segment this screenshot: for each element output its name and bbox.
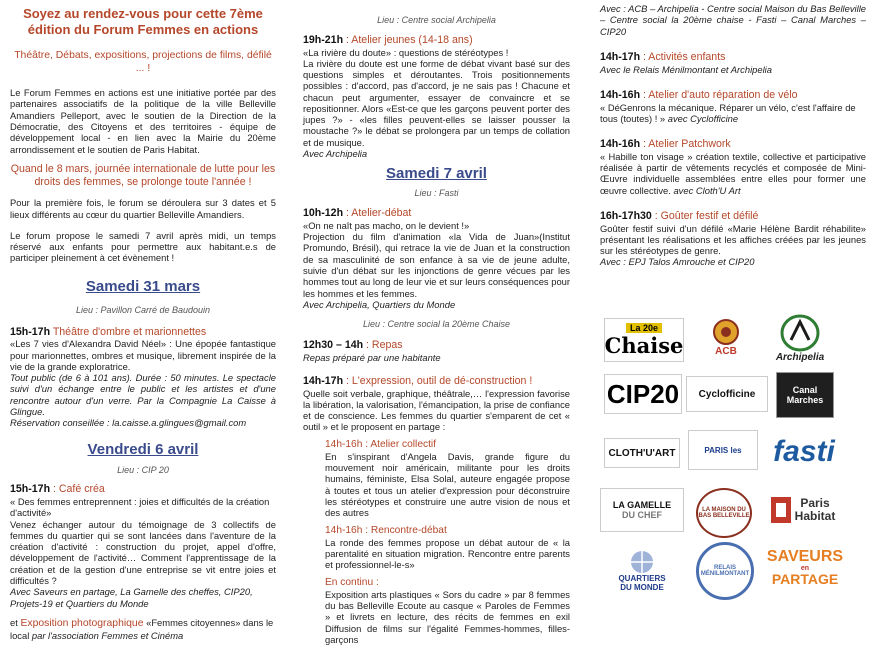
paris-habitat-emblem-icon (771, 497, 791, 523)
logo-saveurs-line2: PARTAGE (771, 570, 839, 587)
event-debat-partners: Avec Archipelia, Quartiers du Monde (303, 298, 456, 310)
event-title: : Activités enfants (643, 50, 726, 63)
location-baudouin: Lieu : Pavillon Carré de Baudouin (75, 304, 211, 315)
event-velo-text: « DéGenrons la mécanique. Réparer un vélo, c'est l'affaire de tous (toutes) ! » (600, 101, 856, 124)
event-title: : Atelier collectif (365, 438, 437, 450)
event-expo-desc: «Femmes citoyennes» dans le local (10, 616, 274, 642)
event-title: : Rencontre-débat (365, 524, 447, 536)
logo-quartiers-du-monde (614, 544, 670, 598)
logo-ph-line1: Paris (800, 495, 830, 510)
logo-qm-line2: DU MONDE (620, 583, 664, 592)
event-time: 14h-16h (600, 88, 641, 101)
event-time: 12h30 – 14h (303, 338, 364, 351)
event-time: 14h-16h (600, 138, 641, 151)
event-theatre-reservation: Réservation conseillée : la.caisse.a.glingues@gmail.com (10, 417, 247, 429)
archipelia-emblem-icon (779, 314, 821, 352)
logo-acb-text: ACB (715, 345, 737, 357)
event-patchwork-partners: avec Cloth'U Art (673, 184, 741, 196)
subevent-collectif-body: En s'inspirant d'Angela Davis, grande figure du mouvement noir américain, militante pour les droits humains, féministe, Elsa Solal, auteure engagée propose à toutes et tous un atelier d'expression pour déconstruire les stéréotypes et construire une autre vision de nous et des autres (325, 450, 570, 519)
logo-gamelle-line2: DU CHEF (622, 510, 662, 520)
event-time: 19h-21h (303, 33, 344, 46)
logo-ph-line2: Habitat (794, 509, 836, 523)
location-cip20: Lieu : CIP 20 (117, 464, 169, 475)
event-patchwork-text: « Habille ton visage » création textile, collective et participative réalisée à partir de vêtements recyclés et composée de Mini-Œuvre individuelle assemblées entre elles pour former une œuvre collective. (600, 150, 866, 196)
event-debat-desc: «On ne naît pas macho, on le devient !» (303, 219, 470, 231)
logo-paris-habitat (764, 488, 842, 532)
paragraph-dates: Pour la première fois, le forum se déroulera sur 3 dates et 5 lieux différents au cœur du quartier Belleville Amandiers. (10, 197, 276, 220)
subtitle: Théâtre, Débats, expositions, projections de films, défilé ... ! (14, 50, 272, 75)
subevent-rencontre-heading (325, 525, 570, 537)
logo-canal-line2: Marches (786, 395, 824, 405)
logo-fasti: fasti (773, 435, 835, 468)
subevent-collectif-heading (325, 439, 570, 451)
event-gouter-partners: Avec : EPJ Talos Amrouche et CIP20 (600, 256, 755, 268)
event-jeunes-desc: «La rivière du doute» : questions de stéréotypes ! (303, 46, 509, 58)
sub-events (303, 439, 570, 645)
subevent-continu-body: Exposition arts plastiques « Sors du cadre » par 8 femmes du bas Belleville Ecoute au casque « Paroles de Femmes » et livrets en lecture, des récits de femmes en exil Diffusion de films sur l'égalité Femmes-hommes, filles-garçons (325, 588, 570, 645)
event-theatre-desc: «Les 7 vies d'Alexandra David Néel» : Une épopée fantastique pour marionnettes, ombres et musique, librement inspirée de la vie de la grande exploratrice. (10, 338, 276, 372)
event-time: 16h-17h30 (600, 209, 652, 222)
subevent-rencontre-body: La ronde des femmes propose un débat autour de « la parentalité en situation migration. Rencontre entre parents et professionnel-le-s» (325, 536, 570, 571)
event-velo-heading (600, 89, 866, 102)
subevent-continu-heading: En continu : (325, 576, 379, 588)
event-time: 14h-17h (303, 374, 344, 387)
logo-la-gamelle (600, 488, 684, 532)
logo-saveurs-en: en (800, 564, 810, 572)
globe-icon (627, 550, 657, 574)
logo-cyclofficine: Cyclofficine (686, 376, 768, 412)
event-expression-heading (303, 375, 570, 388)
event-time: 14h-17h (600, 50, 641, 63)
partner-logos (600, 296, 870, 602)
event-gouter-body: Goûter festif suivi d'un défilé «Marie Hélène Bardit réhabilite» présentant les réalisations et les affiches créées par les jeunes sur les stéréotypes de genre. (600, 222, 866, 257)
logo-saveurs-en-partage (766, 542, 844, 592)
event-gouter-heading (600, 210, 866, 223)
logo-chaise-text: Chaise (604, 332, 684, 358)
logo-20eme-chaise (604, 318, 684, 362)
event-cafe-body: Venez échanger autour du témoignage de 3 collectifs de femmes du quartier qui se sont lancées dans l'aventure de la création d'activité : construction du projet, appel d'offre, développement de l'activité… Comment l'apprentissage de la création et de la gestion d'une entreprise se vit entre joies et difficultés ? (10, 518, 276, 586)
event-time: 15h-17h (10, 483, 51, 496)
logo-relais-menilmontant: RELAIS MÉNILMONTANT (696, 542, 754, 600)
event-time: 10h-12h (303, 207, 344, 220)
event-expo (10, 617, 276, 642)
event-jeunes-heading (303, 34, 570, 47)
event-expression-body: Quelle soit verbale, graphique, théâtrale,… l'expression favorise la libération, la valorisation, l'émancipation, la prise de confiance et de conscience. Les femmes du quartier s'emparent de cet « outil » et le proposent en partage : (303, 387, 570, 433)
column-middle (303, 0, 570, 645)
logo-acb (698, 310, 754, 364)
event-title: : Atelier d'auto réparation de vélo (643, 88, 798, 101)
event-debat-body: Projection du film d'animation «la Vida de Juan»(Institut Promundo, Brésil), qui retrace la vie de Juan et la construction de sa masculinité de son enfance à sa vie de jeune adulte, suivie d'un débat sur les injonctions de genre vécues par les hommes tout au long de leur vie et sur leurs conséquences pour les hommes et les femmes. (303, 231, 570, 299)
highlight-paragraph: Quand le 8 mars, journée internationale de lutte pour les droits des femmes, se prolonge toute l'année ! (10, 162, 276, 189)
intro-paragraph: Le Forum Femmes en actions est une initiative portée par des partenaires associatifs de la politique de la ville Belleville Amandiers Pelleport, avec le soutien de la Direction de la Démocratie, des Citoyens et des territoires - équipe de développement local - en lien avec la Mairie du 20ème arrondissement et le soutien de Paris Habitat. (10, 87, 276, 155)
event-theatre-heading (10, 326, 276, 339)
logo-canal-line1: Canal (792, 385, 818, 395)
logo-paris-habitat-text (795, 497, 836, 523)
logo-qm-line1: QUARTIERS (618, 574, 666, 583)
paragraph-children: Le forum propose le samedi 7 avril après midi, un temps réservé aux enfants pour permettre aux habitant.e.s de participer pleinement à cet évènement ! (10, 229, 276, 264)
column-left (10, 0, 276, 642)
event-title: : Repas (366, 338, 403, 351)
event-title: Théâtre d'ombre et marionnettes (52, 325, 207, 338)
event-enfants-partners: Avec le Relais Ménilmontant et Archipelia (600, 63, 772, 75)
event-title: : Atelier Patchwork (643, 138, 731, 151)
event-velo-body (600, 102, 866, 125)
event-jeunes-body: La rivière du doute est une forme de débat vivant basé sur des questions simples et déroutantes. Trois positionnements possibles : d'accord, pas d'accord, je ne sais pas ! Chacune et chacun peut argumenter, essayer de convaincre et se repositionner. Alors «Est-ce que les garçons peuvent porter des jupes ?» - «les filles peuvent-elles se laisser pousser la moustache ?» le débat se prolongera par un temps de collation et de musique. (303, 57, 570, 148)
logo-gamelle-line1: LA GAMELLE (612, 500, 672, 510)
logo-chaise-tag: La 20e (626, 323, 662, 333)
partners-top: Avec : ACB – Archipelia - Centre social Maison du Bas Belleville – Centre social la 20ème chaise - Fasti – Canal Marches – CIP20 (600, 3, 866, 37)
event-title: : L'expression, outil de dé-construction ! (346, 374, 533, 387)
acb-emblem-icon (709, 318, 743, 346)
event-theatre-info: Tout public (de 6 à 101 ans). Durée : 50 minutes. Le spectacle suivi d'un échange entre le public et les artistes et d'une rencontre autour d'un verre. Par la Compagnie La Caisse à Glingue. (10, 372, 276, 417)
day-heading-31-mars: Samedi 31 mars (85, 277, 201, 295)
event-expo-prefix: et (10, 616, 18, 628)
logo-cloth-u-art: CLOTH'U'ART (604, 438, 680, 468)
location-20eme-chaise: Lieu : Centre social la 20ème Chaise (362, 319, 511, 330)
logo-paris-les-espaces: PARIS les (688, 430, 758, 470)
logo-cip20: CIP20 (604, 374, 682, 414)
location-fasti: Lieu : Fasti (414, 188, 459, 199)
event-title: : Café créa (53, 483, 105, 496)
event-cafe-heading (10, 483, 276, 496)
location-archipelia: Lieu : Centre social Archipelia (377, 15, 496, 25)
event-title: : Atelier jeunes (14-18 ans) (346, 33, 473, 46)
day-heading-6-avril: Vendredi 6 avril (87, 440, 199, 458)
event-patchwork-body (600, 151, 866, 196)
logo-canal-marches (776, 372, 834, 418)
logo-saveurs-line1: SAVEURS (766, 547, 844, 565)
event-expo-by: par l'association Femmes et Cinéma (31, 630, 184, 642)
event-jeunes-partners: Avec Archipelia (303, 148, 368, 160)
event-cafe-desc: « Des femmes entreprennent : joies et difficultés de la création d'activité» (10, 496, 270, 519)
event-repas-heading (303, 339, 570, 352)
event-repas-desc: Repas préparé par une habitante (303, 351, 441, 363)
day-heading-7-avril: Samedi 7 avril (386, 165, 487, 183)
event-time: 15h-17h (10, 325, 51, 338)
event-time: 14h-16h (325, 438, 363, 450)
event-debat-heading (303, 207, 570, 220)
main-title: Soyez au rendez-vous pour cette 7ème édition du Forum Femmes en actions (23, 6, 263, 37)
logo-archipelia (768, 308, 832, 368)
event-title: : Atelier-débat (346, 207, 412, 220)
event-patchwork-heading (600, 138, 866, 151)
event-enfants-heading (600, 51, 866, 64)
event-cafe-partners: Avec Saveurs en partage, La Gamelle des cheffes, CIP20, Projets-19 et Quartiers du Monde (10, 586, 253, 609)
logo-maison-bas-belleville: LA MAISON DU BAS BELLEVILLE (696, 488, 752, 538)
event-time: 14h-16h (325, 524, 363, 536)
event-velo-partners: avec Cyclofficine (667, 112, 739, 124)
event-title: : Goûter festif et défilé (654, 209, 759, 222)
logo-archipelia-text: Archipelia (775, 351, 825, 363)
event-expo-title: Exposition photographique (20, 617, 144, 629)
